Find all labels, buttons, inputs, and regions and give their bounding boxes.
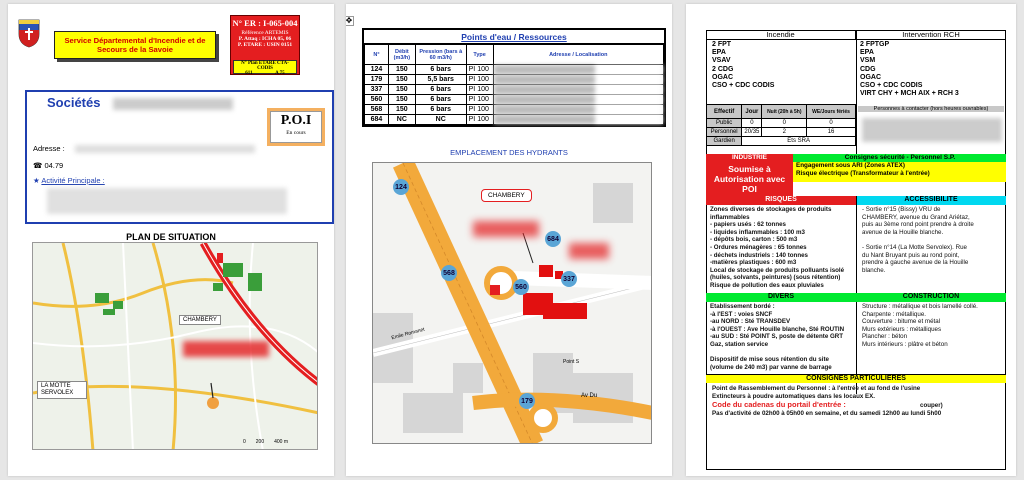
plan-611: 611 <box>245 71 253 76</box>
part-activite: Pas d'activité de 02h00 à 05h00 en semaine, et du samedi 12h00 au lundi 5h00 <box>712 410 942 417</box>
er-number: N° ER : I-065-004 <box>232 18 298 28</box>
activity-redacted <box>47 188 287 214</box>
risque-line: Zones diverses de stockages de produits <box>710 206 832 213</box>
cell-debit: 150 <box>388 85 415 95</box>
risque-line: Local de stockage de produits polluants isolé <box>710 266 845 274</box>
site-redacted-label <box>183 341 269 357</box>
water-points-table <box>364 44 664 125</box>
cell-type: PI 100 <box>466 115 493 125</box>
plan-title: PLAN DE SITUATION <box>126 232 216 242</box>
hydrant-179[interactable]: 179 <box>519 393 535 409</box>
part-extincteurs: Extincteurs à poudre automatiques dans les locaux EX. <box>712 393 875 400</box>
page-hydrants <box>346 4 672 476</box>
cell-adresse-redacted <box>493 95 663 105</box>
risque-line: - Ordures ménagères : 65 tonnes <box>710 243 807 251</box>
site-redacted-1 <box>473 221 539 237</box>
eff-h1: Jour <box>742 105 762 119</box>
industrie-label: INDUSTRIE <box>706 154 793 162</box>
cell-debit: 150 <box>388 65 415 75</box>
cell-type: PI 100 <box>466 105 493 115</box>
cell-debit: NC <box>388 115 415 125</box>
cell-adresse-redacted <box>493 115 663 125</box>
situation-map <box>32 242 318 450</box>
eff-h3: WE/Jours fériés <box>807 105 856 119</box>
risque-line: (huiles, solvants, peintures) (sous rétention) <box>710 274 841 282</box>
incendie-item-line: 2 CDG <box>712 65 734 73</box>
risques-header: RISQUES <box>706 196 856 205</box>
eff-personnel: Personnel <box>707 128 742 137</box>
poi-title: P.O.I <box>280 113 312 128</box>
table-row <box>365 65 664 75</box>
rch-item-line: 2 FPTGP <box>860 41 890 48</box>
particulieres-header: CONSIGNES PARTICULIERES <box>706 374 1006 383</box>
p-etare: P. ETARE : USIN 0151 <box>237 42 293 48</box>
col-numero: N° <box>365 45 389 65</box>
divers-list <box>710 303 844 371</box>
eff-h0: Effectif <box>707 105 742 119</box>
incendie-list <box>712 41 774 90</box>
divers-line: -à l'EST : voies SNCF <box>710 310 773 318</box>
activity-label: Activité Principale : <box>41 176 105 185</box>
cell-pression: NC <box>415 115 466 125</box>
service-title: Service Départemental d'Incendie et de Secours de la Savoie <box>54 31 216 59</box>
company-box <box>25 90 334 224</box>
rch-header: Intervention RCH <box>856 30 1006 40</box>
ref-artemis: Référence ARTEMIS <box>241 30 289 36</box>
risque-line: - dépôts bois, carton : 500 m3 <box>710 236 798 244</box>
rch-item-line: OGAC <box>860 73 881 81</box>
hydrant-title: EMPLACEMENT DES HYDRANTS <box>450 148 568 157</box>
hydrant-337[interactable]: 337 <box>561 271 577 287</box>
table-row <box>365 85 664 95</box>
plan-a75: A 75 <box>275 71 285 76</box>
construction-line: Couverture : bitume et métal <box>862 318 941 326</box>
cell-numero: 568 <box>365 105 389 115</box>
construction-header: CONSTRUCTION <box>856 293 1006 302</box>
construction-line: Plancher : béton <box>862 333 908 341</box>
cell-type: PI 100 <box>466 85 493 95</box>
eff-personnel-jour: 20/35 <box>742 128 762 137</box>
water-points-title: Points d'eau / Ressources <box>364 30 664 44</box>
construction-line: Murs intérieurs : plâtre et béton <box>862 340 948 348</box>
rch-item-line: EPA <box>860 49 874 57</box>
acces-line: avenue de la Houille blanche. <box>862 228 944 236</box>
risque-line: inflammables <box>710 213 750 221</box>
incendie-item-line: 2 FPT <box>712 41 732 48</box>
page-intervention <box>686 4 1016 476</box>
street-av-du: Av Du <box>581 393 598 399</box>
divers-line <box>710 349 844 357</box>
col-pression: Pression (bars à 60 m3/h) <box>415 45 466 65</box>
cell-numero: 179 <box>365 75 389 85</box>
sdis-crest-logo <box>17 18 41 48</box>
risque-line: - liquides inflammables : 100 m3 <box>710 228 805 236</box>
table-move-handle-icon[interactable]: ✥ <box>346 16 353 25</box>
construction-list <box>862 303 978 349</box>
risque-line: - papiers usés : 62 tonnes <box>710 221 786 229</box>
divers-line: -au SUD : Sté POINT S, poste de détente GRT <box>710 333 844 341</box>
part-rassemblement: Point de Rassemblement du Personnel : à l'entrée et au fond de l'usine <box>712 385 921 392</box>
cell-type: PI 100 <box>466 95 493 105</box>
eff-personnel-nuit: 2 <box>762 128 807 137</box>
col-adresse: Adresse / Localisation <box>493 45 663 65</box>
cell-adresse-redacted <box>493 65 663 75</box>
cell-pression: 6 bars <box>415 85 466 95</box>
incendie-header: Incendie <box>706 30 856 40</box>
situation-map-roads <box>33 243 318 450</box>
incendie-item-line: VSAV <box>712 57 731 65</box>
cell-adresse-redacted <box>493 105 663 115</box>
incendie-item-line: CSO + CDC CODIS <box>712 82 775 90</box>
consignes-label: Consignes sécurité - Personnel S.P. <box>844 154 956 161</box>
risques-list <box>710 206 844 290</box>
hydrant-124[interactable]: 124 <box>393 179 409 195</box>
divers-line: Dispositif de mise sous rétention du site <box>710 356 829 364</box>
divers-line: -à l'OUEST : Ave Houille blanche, Sté ROUTIN <box>710 325 845 333</box>
divers-header: DIVERS <box>706 293 856 302</box>
col-debit: Débit (m3/h) <box>388 45 415 65</box>
rch-item-line: CDG <box>860 65 876 73</box>
address-redacted <box>75 145 255 153</box>
phone-row: ☎ 04.79 <box>33 161 64 170</box>
address-label: Adresse : <box>33 144 65 153</box>
rch-item-line: CSO + CDC CODIS <box>860 82 923 90</box>
cell-debit: 150 <box>388 75 415 85</box>
consignes-box <box>793 162 1006 182</box>
cell-numero: 337 <box>365 85 389 95</box>
hydrant-560[interactable]: 560 <box>513 279 529 295</box>
point-s-label: Point S <box>563 359 580 365</box>
hydrant-684[interactable]: 684 <box>545 231 561 247</box>
table-row <box>365 95 664 105</box>
cell-pression: 6 bars <box>415 65 466 75</box>
soumise-poi: Soumise à Autorisation avec POI <box>706 162 793 196</box>
company-name-redacted <box>113 98 233 110</box>
incendie-item-line: OGAC <box>712 73 733 81</box>
eff-public: Public <box>707 119 742 128</box>
eff-gardien: Gardien <box>707 137 742 146</box>
scale-400: 400 m <box>274 439 289 445</box>
table-row <box>365 115 664 125</box>
scale-200: 200 <box>255 439 265 445</box>
map-scale <box>243 439 288 445</box>
accessibilite-header: ACCESSIBILITE <box>856 196 1006 205</box>
cell-type: PI 100 <box>466 65 493 75</box>
p-attaque: P. Attaq : ICHA 05, 06 <box>238 36 292 42</box>
hydrant-map <box>372 162 652 444</box>
incendie-item-line: EPA <box>712 49 726 57</box>
risque-line: Risque de pollution des eaux pluviales <box>710 281 824 289</box>
col-type: Type <box>466 45 493 65</box>
cell-debit: 150 <box>388 95 415 105</box>
cell-type: PI 100 <box>466 75 493 85</box>
eff-gardien-val: Ets SRA <box>742 137 856 146</box>
risque-line: -matières plastiques : 600 m3 <box>710 259 797 267</box>
risque-line: - déchets industriels : 140 tonnes <box>710 251 808 259</box>
hydrant-568[interactable]: 568 <box>441 265 457 281</box>
acces-line: - Sortie n°15 (Bissy) VRU de <box>862 206 941 213</box>
divers-line: (volume de 240 m3) par vanne de barrage <box>710 363 832 371</box>
cell-numero: 560 <box>365 95 389 105</box>
poi-status: En cours <box>286 130 306 136</box>
contact-redacted <box>862 118 1002 142</box>
cell-pression: 5,5 bars <box>415 75 466 85</box>
acces-line: du Nant Bruyant puis au rond point, <box>862 251 960 259</box>
map-label-motte: LA MOTTE SERVOLEX <box>37 381 87 399</box>
activity-row: ★ Activité Principale : <box>33 176 105 185</box>
eff-personnel-we: 16 <box>807 128 856 137</box>
poi-badge <box>267 108 325 146</box>
consigne-electrique: Risque électrique (Transformateur à l'entrée) <box>796 170 930 177</box>
cell-numero: 124 <box>365 65 389 75</box>
acces-line: - Sortie n°14 (La Motte Servolex). Rue <box>862 243 967 251</box>
eff-public-nuit: 0 <box>762 119 807 128</box>
cadenas-end: couper) <box>920 402 943 409</box>
map-label-chambery: CHAMBERY <box>179 315 221 325</box>
company-label: Sociétés <box>47 95 101 110</box>
scale-0: 0 <box>243 439 246 445</box>
water-points-table-box <box>362 28 666 127</box>
rch-list <box>860 41 959 98</box>
table-row <box>365 105 664 115</box>
cell-pression: 6 bars <box>415 105 466 115</box>
effectif-table <box>706 104 856 146</box>
construction-line: Structure : métallique et bois lamellé collé. <box>862 303 978 310</box>
construction-line: Charpente : métallique. <box>862 310 926 318</box>
eff-public-we: 0 <box>807 119 856 128</box>
rch-item-line: VSM <box>860 57 876 65</box>
water-points-body <box>365 65 664 125</box>
cell-debit: 150 <box>388 105 415 115</box>
street-emile-romanet: Emile Romanet <box>390 326 426 342</box>
page-fiche-identite <box>8 4 334 476</box>
plan-etare-label: N° Plan ETARE CTA-CODIS <box>241 61 289 71</box>
contact-header: Personnes à contacter (hors heures ouvrables) <box>858 106 1004 112</box>
cell-pression: 6 bars <box>415 95 466 105</box>
eff-h2: Nuit (20h à 5h) <box>762 105 807 119</box>
plan-etare-box <box>233 60 297 74</box>
acces-line: CHAMBERY, avenue du Grand Ariétaz, <box>862 213 970 221</box>
cell-adresse-redacted <box>493 85 663 95</box>
consigne-ari: Engagement sous ARI (Zones ATEX) <box>796 162 905 169</box>
rch-item-line: VIRT CHY + MCH AIX + RCH 3 <box>860 90 959 98</box>
table-row <box>365 75 664 85</box>
hydrant-map-drawing <box>373 163 652 444</box>
divers-line: Etablissement bordé : <box>710 303 775 310</box>
access-list <box>862 206 974 274</box>
cadenas-label: Code du cadenas du portail d'entrée : <box>712 400 846 409</box>
acces-line: blanche. <box>862 266 886 274</box>
acces-line <box>862 236 974 244</box>
divers-line: -au NORD : Sté TRANSDEV <box>710 318 791 326</box>
hydrant-map-city: CHAMBERY <box>481 189 532 202</box>
phone-number: 04.79 <box>44 161 64 170</box>
cell-adresse-redacted <box>493 75 663 85</box>
acces-line: prendre à gauche avenue de la Houille <box>862 259 969 267</box>
er-reference-box <box>230 15 300 75</box>
site-redacted-2 <box>569 243 609 259</box>
construction-line: Murs extérieurs : métalliques <box>862 325 942 333</box>
divers-line: Gaz, station service <box>710 340 769 348</box>
cell-numero: 684 <box>365 115 389 125</box>
acces-line: puis au 3ème rond point prendre à droite <box>862 221 974 229</box>
eff-public-jour: 0 <box>742 119 762 128</box>
